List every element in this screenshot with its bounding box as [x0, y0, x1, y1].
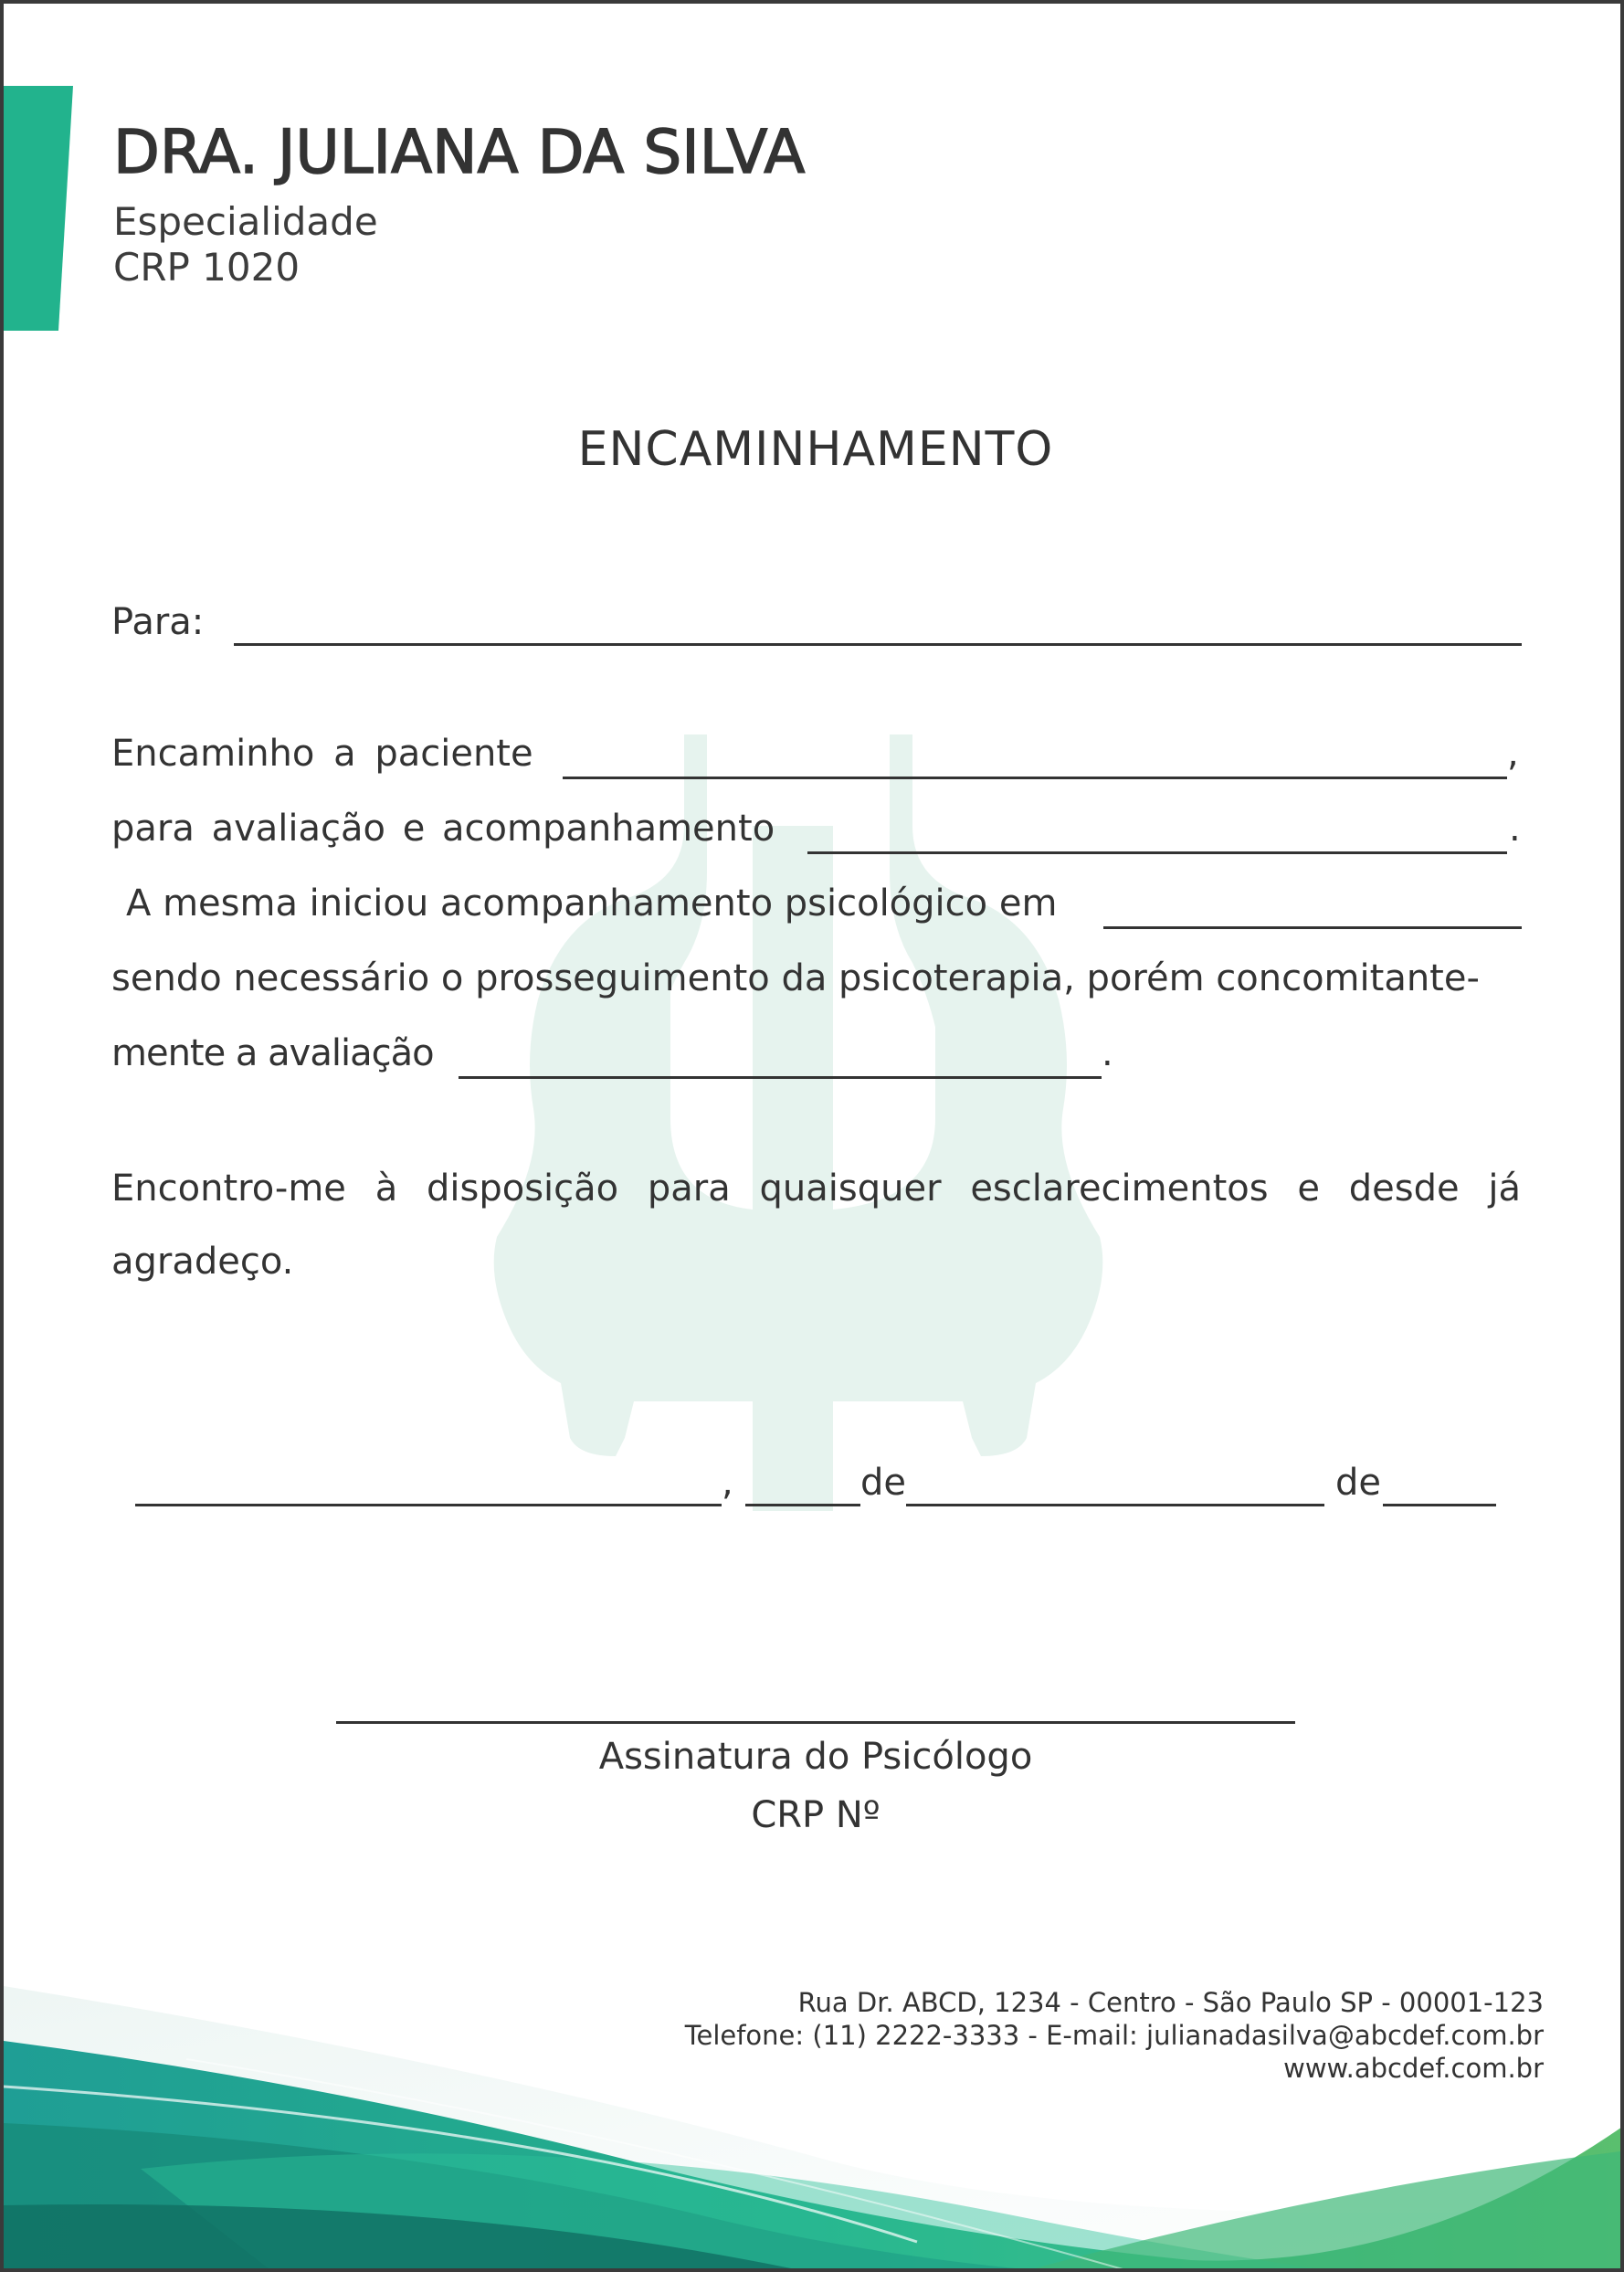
- start-date-field[interactable]: [1103, 926, 1522, 929]
- line1-comma: ,: [1507, 733, 1519, 775]
- doctor-crp: CRP 1020: [113, 245, 301, 291]
- footer-contact: Telefone: (11) 2222-3333 - E-mail: julianadasilva@abcdef.com.br: [684, 2020, 1544, 2051]
- footer-website[interactable]: www.abcdef.com.br: [1283, 2053, 1544, 2084]
- followup-field[interactable]: [807, 851, 1507, 854]
- signature-crp: CRP Nº: [751, 1794, 881, 1836]
- date-de-2: de: [1335, 1462, 1381, 1504]
- doctor-specialty: Especialidade: [113, 199, 378, 244]
- city-field[interactable]: [135, 1504, 722, 1506]
- day-field[interactable]: [745, 1504, 860, 1506]
- doctor-name: DRA. JULIANA DA SILVA: [113, 117, 806, 187]
- closing-line-1: Encontro-me à disposição para quaisquer esclarecimentos e desde já: [111, 1168, 1521, 1210]
- signature-label: Assinatura do Psicólogo: [598, 1736, 1033, 1778]
- line5-period: .: [1102, 1032, 1113, 1074]
- evaluation-field[interactable]: [459, 1076, 1102, 1079]
- date-comma: ,: [722, 1462, 733, 1504]
- line4-text: sendo necessário o prosseguimento da psicoterapia, porém concomitante-: [111, 957, 1480, 999]
- line3-text: A mesma iniciou acompanhamento psicológico em: [126, 882, 1058, 925]
- line5-text: mente a avaliação: [111, 1032, 434, 1074]
- para-field[interactable]: [234, 643, 1522, 646]
- accent-bar: [4, 86, 77, 331]
- letterhead: [113, 117, 806, 291]
- date-de-1: de: [860, 1462, 906, 1504]
- document-title: ENCAMINHAMENTO: [577, 422, 1054, 477]
- line2-text: para avaliação e acompanhamento: [111, 808, 775, 850]
- line1-text: Encaminho a paciente: [111, 733, 533, 775]
- year-field[interactable]: [1383, 1504, 1496, 1506]
- signature-line[interactable]: [336, 1721, 1295, 1724]
- line2-period: .: [1509, 808, 1521, 850]
- patient-name-field[interactable]: [563, 777, 1507, 779]
- footer-address: Rua Dr. ABCD, 1234 - Centro - São Paulo SP - 00001-123: [797, 1987, 1544, 2018]
- para-label: Para:: [111, 601, 205, 643]
- month-field[interactable]: [906, 1504, 1324, 1506]
- closing-line-2: agradeço.: [111, 1241, 294, 1283]
